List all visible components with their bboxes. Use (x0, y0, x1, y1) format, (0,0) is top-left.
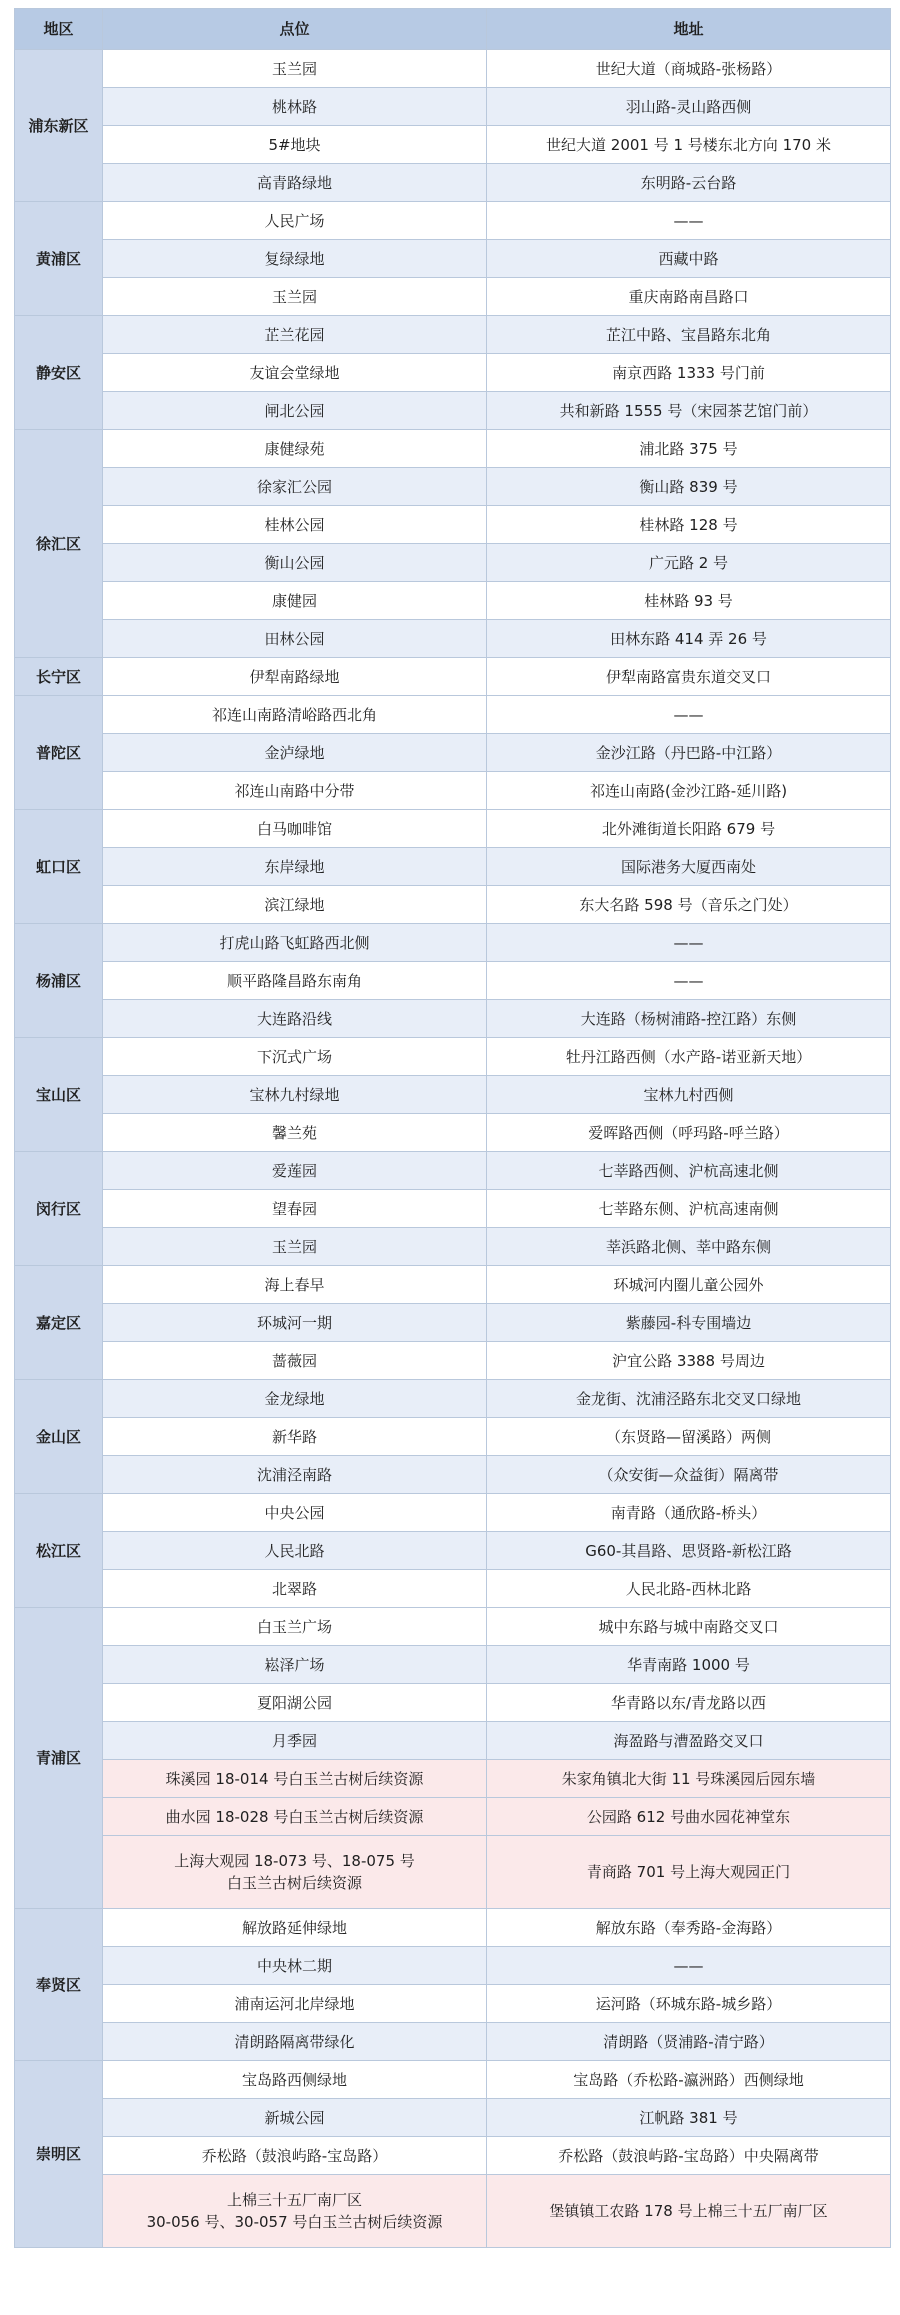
table-row (15, 354, 891, 392)
address-cell: —— (487, 962, 891, 1000)
place-cell (103, 354, 487, 392)
place-text: 桂林公园 (264, 515, 325, 534)
place-cell (103, 1532, 487, 1570)
address-cell: 南京西路 1333 号门前 (487, 354, 891, 392)
district-cell: 长宁区 (15, 658, 103, 696)
place-cell (103, 2023, 487, 2061)
place-text: 下沉式广场 (256, 1047, 332, 1066)
district-cell: 浦东新区 (15, 50, 103, 202)
address-cell: 芷江中路、宝昌路东北角 (487, 316, 891, 354)
place-cell (103, 1190, 487, 1228)
address-cell: 桂林路 93 号 (487, 582, 891, 620)
place-cell (103, 1909, 487, 1947)
table-row (15, 1836, 891, 1909)
place-cell (103, 810, 487, 848)
place-text: 白玉兰广场 (256, 1617, 332, 1636)
table-row (15, 1985, 891, 2023)
address-cell: 羽山路-灵山路西侧 (487, 88, 891, 126)
address-cell: 七莘路西侧、沪杭高速北侧 (487, 1152, 891, 1190)
place-text: 乔松路（鼓浪屿路-宝岛路） (201, 2146, 388, 2165)
place-text: 祁连山南路清峪路西北角 (211, 705, 377, 724)
address-cell: 青商路 701 号上海大观园正门 (487, 1836, 891, 1909)
address-cell: 桂林路 128 号 (487, 506, 891, 544)
address-cell: 公园路 612 号曲水园花神堂东 (487, 1798, 891, 1836)
place-text: 中央公园 (264, 1503, 325, 1522)
place-cell (103, 772, 487, 810)
place-text: 玉兰园 (271, 59, 317, 78)
place-cell (103, 1380, 487, 1418)
place-cell (103, 88, 487, 126)
table-row (15, 88, 891, 126)
place-text: 白玉兰古树后续资源 (226, 1874, 362, 1892)
place-cell (103, 50, 487, 88)
place-cell (103, 1456, 487, 1494)
place-cell (103, 1722, 487, 1760)
place-cell (103, 544, 487, 582)
address-cell: 田林东路 414 弄 26 号 (487, 620, 891, 658)
place-text: 金龙绿地 (264, 1389, 325, 1408)
address-cell: 金沙江路（丹巴路-中江路） (487, 734, 891, 772)
district-cell: 松江区 (15, 1494, 103, 1608)
place-text: 复绿绿地 (264, 249, 325, 268)
table-body (15, 50, 891, 2248)
table-row (15, 506, 891, 544)
address-cell: 国际港务大厦西南处 (487, 848, 891, 886)
header-place: 点位 (103, 9, 487, 50)
table-row (15, 2137, 891, 2175)
place-cell (103, 1947, 487, 1985)
place-text: 解放路延伸绿地 (241, 1918, 347, 1937)
place-text: 曲水园 18-028 号白玉兰古树后续资源 (165, 1807, 424, 1826)
place-cell (103, 1760, 487, 1798)
address-cell: 南青路（通欣路-桥头） (487, 1494, 891, 1532)
address-cell: 清朗路（贤浦路-清宁路） (487, 2023, 891, 2061)
place-cell (103, 1266, 487, 1304)
address-cell: 沪宜公路 3388 号周边 (487, 1342, 891, 1380)
place-text: 新华路 (271, 1427, 317, 1446)
table-row (15, 316, 891, 354)
place-cell (103, 658, 487, 696)
place-text: 金泸绿地 (264, 743, 325, 762)
place-text: 徐家汇公园 (256, 477, 332, 496)
table-row (15, 734, 891, 772)
place-text: 蔷薇园 (271, 1351, 317, 1370)
table-row (15, 50, 891, 88)
table-row (15, 164, 891, 202)
table-row (15, 2061, 891, 2099)
table-row (15, 886, 891, 924)
place-text: 崧泽广场 (264, 1655, 325, 1674)
address-cell: （东贤路—留溪路）两侧 (487, 1418, 891, 1456)
place-cell (103, 430, 487, 468)
place-cell (103, 468, 487, 506)
place-cell (103, 506, 487, 544)
table-row (15, 620, 891, 658)
place-cell (103, 1228, 487, 1266)
table-row (15, 1380, 891, 1418)
place-cell (103, 848, 487, 886)
table-row (15, 1228, 891, 1266)
place-text: 顺平路隆昌路东南角 (226, 971, 362, 990)
table-row (15, 1532, 891, 1570)
table-row (15, 2175, 891, 2248)
district-cell: 闵行区 (15, 1152, 103, 1266)
place-cell (103, 126, 487, 164)
district-cell: 虹口区 (15, 810, 103, 924)
place-text: 海上春早 (264, 1275, 325, 1294)
table-row (15, 582, 891, 620)
district-cell: 金山区 (15, 1380, 103, 1494)
place-text: 闸北公园 (264, 401, 325, 420)
district-cell: 奉贤区 (15, 1909, 103, 2061)
table-row (15, 468, 891, 506)
place-text: 东岸绿地 (264, 857, 325, 876)
place-cell (103, 582, 487, 620)
table-row (15, 810, 891, 848)
place-text: 上海大观园 18-073 号、18-075 号 (174, 1852, 415, 1870)
place-cell (103, 392, 487, 430)
address-cell: 人民北路-西林北路 (487, 1570, 891, 1608)
place-cell (103, 1646, 487, 1684)
address-cell: 广元路 2 号 (487, 544, 891, 582)
place-text: 滨江绿地 (264, 895, 325, 914)
address-cell: 乔松路（鼓浪屿路-宝岛路）中央隔离带 (487, 2137, 891, 2175)
place-cell (103, 1836, 487, 1909)
address-cell: 牡丹江路西侧（水产路-诺亚新天地） (487, 1038, 891, 1076)
address-cell: 大连路（杨树浦路-控江路）东侧 (487, 1000, 891, 1038)
table-row (15, 2023, 891, 2061)
address-cell: 西藏中路 (487, 240, 891, 278)
place-text: 打虎山路飞虹路西北侧 (219, 933, 370, 952)
address-cell: 环城河内圈儿童公园外 (487, 1266, 891, 1304)
district-cell: 嘉定区 (15, 1266, 103, 1380)
address-cell: 朱家角镇北大街 11 号珠溪园后园东墙 (487, 1760, 891, 1798)
district-cell: 黄浦区 (15, 202, 103, 316)
address-cell: 莘浜路北侧、莘中路东侧 (487, 1228, 891, 1266)
table-row (15, 1000, 891, 1038)
table-row (15, 1114, 891, 1152)
table-row (15, 1760, 891, 1798)
table-row (15, 240, 891, 278)
place-text: 玉兰园 (271, 1237, 317, 1256)
address-cell: 东大名路 598 号（音乐之门处） (487, 886, 891, 924)
place-text: 桃林路 (271, 97, 317, 116)
district-cell: 崇明区 (15, 2061, 103, 2248)
place-cell (103, 1684, 487, 1722)
address-cell: 城中东路与城中南路交叉口 (487, 1608, 891, 1646)
table-row (15, 1456, 891, 1494)
place-cell (103, 1985, 487, 2023)
address-cell: 世纪大道（商城路-张杨路） (487, 50, 891, 88)
address-cell: 七莘路东侧、沪杭高速南侧 (487, 1190, 891, 1228)
table-row (15, 1722, 891, 1760)
table-row (15, 1570, 891, 1608)
place-text: 宝岛路西侧绿地 (241, 2070, 347, 2089)
address-cell: 华青路以东/青龙路以西 (487, 1684, 891, 1722)
table-row (15, 202, 891, 240)
table-row (15, 1342, 891, 1380)
place-text: 白马咖啡馆 (256, 819, 332, 838)
location-table (14, 8, 891, 2248)
address-cell: —— (487, 924, 891, 962)
place-text: 高青路绿地 (256, 173, 332, 192)
place-cell (103, 1494, 487, 1532)
address-cell: 衡山路 839 号 (487, 468, 891, 506)
district-cell: 徐汇区 (15, 430, 103, 658)
address-cell: 世纪大道 2001 号 1 号楼东北方向 170 米 (487, 126, 891, 164)
address-cell: —— (487, 696, 891, 734)
address-cell: G60-其昌路、思贤路-新松江路 (487, 1532, 891, 1570)
place-cell (103, 962, 487, 1000)
table-row (15, 392, 891, 430)
place-cell (103, 2099, 487, 2137)
table-row (15, 1152, 891, 1190)
table-row (15, 1684, 891, 1722)
place-text: 衡山公园 (264, 553, 325, 572)
table-row (15, 544, 891, 582)
address-cell: 华青南路 1000 号 (487, 1646, 891, 1684)
table-row (15, 1947, 891, 1985)
address-cell: 解放东路（奉秀路-金海路） (487, 1909, 891, 1947)
table-row (15, 696, 891, 734)
table-row (15, 658, 891, 696)
header-address: 地址 (487, 9, 891, 50)
table-row (15, 1076, 891, 1114)
table-row (15, 1494, 891, 1532)
table-row (15, 278, 891, 316)
place-cell (103, 240, 487, 278)
table-row (15, 126, 891, 164)
address-cell: （众安街—众益街）隔离带 (487, 1456, 891, 1494)
place-text: 浦南运河北岸绿地 (234, 1994, 355, 2013)
address-cell: 紫藤园-科专围墙边 (487, 1304, 891, 1342)
place-cell (103, 1152, 487, 1190)
place-text: 祁连山南路中分带 (234, 781, 355, 800)
header-row (15, 9, 891, 50)
address-cell: 宝林九村西侧 (487, 1076, 891, 1114)
place-text: 友谊会堂绿地 (249, 363, 340, 382)
place-cell (103, 886, 487, 924)
place-text: 望春园 (271, 1199, 317, 1218)
table-row (15, 1038, 891, 1076)
place-cell (103, 316, 487, 354)
address-cell: 运河路（环城东路-城乡路） (487, 1985, 891, 2023)
table-row (15, 848, 891, 886)
table-row (15, 1909, 891, 1947)
place-cell (103, 1798, 487, 1836)
table-row (15, 1266, 891, 1304)
place-text: 月季园 (271, 1731, 317, 1750)
place-cell (103, 202, 487, 240)
address-cell: 重庆南路南昌路口 (487, 278, 891, 316)
place-cell (103, 2175, 487, 2248)
address-cell: 共和新路 1555 号（宋园茶艺馆门前） (487, 392, 891, 430)
place-text: 玉兰园 (271, 287, 317, 306)
place-text: 宝林九村绿地 (249, 1085, 340, 1104)
place-cell (103, 1114, 487, 1152)
district-cell: 宝山区 (15, 1038, 103, 1152)
address-cell: 堡镇镇工农路 178 号上棉三十五厂南厂区 (487, 2175, 891, 2248)
address-cell: 伊犁南路富贵东道交叉口 (487, 658, 891, 696)
district-cell: 普陀区 (15, 696, 103, 810)
address-cell: —— (487, 1947, 891, 1985)
place-cell (103, 1304, 487, 1342)
address-cell: 浦北路 375 号 (487, 430, 891, 468)
place-text: 珠溪园 18-014 号白玉兰古树后续资源 (165, 1769, 424, 1788)
place-text: 30-056 号、30-057 号白玉兰古树后续资源 (146, 2213, 443, 2231)
place-cell (103, 2137, 487, 2175)
district-cell: 青浦区 (15, 1608, 103, 1909)
place-text: 北翠路 (271, 1579, 317, 1598)
place-text: 清朗路隔离带绿化 (234, 2032, 355, 2051)
header-district: 地区 (15, 9, 103, 50)
table-row (15, 1646, 891, 1684)
place-text: 人民广场 (264, 211, 325, 230)
place-text: 馨兰苑 (271, 1123, 317, 1142)
district-cell: 杨浦区 (15, 924, 103, 1038)
place-text: 伊犁南路绿地 (249, 667, 340, 686)
place-text: 新城公园 (264, 2108, 325, 2127)
address-cell: 北外滩街道长阳路 679 号 (487, 810, 891, 848)
place-text: 康健绿苑 (264, 439, 325, 458)
place-cell (103, 1418, 487, 1456)
address-cell: 东明路-云台路 (487, 164, 891, 202)
table-row (15, 430, 891, 468)
place-text: 人民北路 (264, 1541, 325, 1560)
place-text: 夏阳湖公园 (256, 1693, 332, 1712)
place-cell (103, 1570, 487, 1608)
table-row (15, 1190, 891, 1228)
place-cell (103, 1342, 487, 1380)
address-cell: 祁连山南路(金沙江路-延川路) (487, 772, 891, 810)
address-cell: 海盈路与漕盈路交叉口 (487, 1722, 891, 1760)
place-text: 上棉三十五厂南厂区 (226, 2191, 362, 2209)
place-cell (103, 164, 487, 202)
place-cell (103, 1000, 487, 1038)
table-row (15, 1798, 891, 1836)
table-row (15, 962, 891, 1000)
place-text: 田林公园 (264, 629, 325, 648)
place-cell (103, 1076, 487, 1114)
table-row (15, 1304, 891, 1342)
place-text: 环城河一期 (256, 1313, 332, 1332)
place-cell (103, 734, 487, 772)
place-cell (103, 924, 487, 962)
address-cell: 金龙街、沈浦泾路东北交叉口绿地 (487, 1380, 891, 1418)
place-cell (103, 278, 487, 316)
table-row (15, 924, 891, 962)
place-cell (103, 696, 487, 734)
place-cell (103, 1038, 487, 1076)
address-cell: 江帆路 381 号 (487, 2099, 891, 2137)
place-cell (103, 620, 487, 658)
place-text: 芷兰花园 (264, 325, 325, 344)
place-text: 大连路沿线 (256, 1009, 332, 1028)
place-text: 中央林二期 (256, 1956, 332, 1975)
place-text: 爱莲园 (271, 1161, 317, 1180)
address-cell: 爱晖路西侧（呼玛路-呼兰路） (487, 1114, 891, 1152)
district-cell: 静安区 (15, 316, 103, 430)
place-text: 沈浦泾南路 (256, 1465, 332, 1484)
address-cell: —— (487, 202, 891, 240)
table-row (15, 2099, 891, 2137)
table-row (15, 1418, 891, 1456)
table-row (15, 1608, 891, 1646)
table-row (15, 772, 891, 810)
place-text: 康健园 (271, 591, 317, 610)
address-cell: 宝岛路（乔松路-瀛洲路）西侧绿地 (487, 2061, 891, 2099)
place-text: 5#地块 (268, 135, 321, 154)
place-cell (103, 2061, 487, 2099)
place-cell (103, 1608, 487, 1646)
